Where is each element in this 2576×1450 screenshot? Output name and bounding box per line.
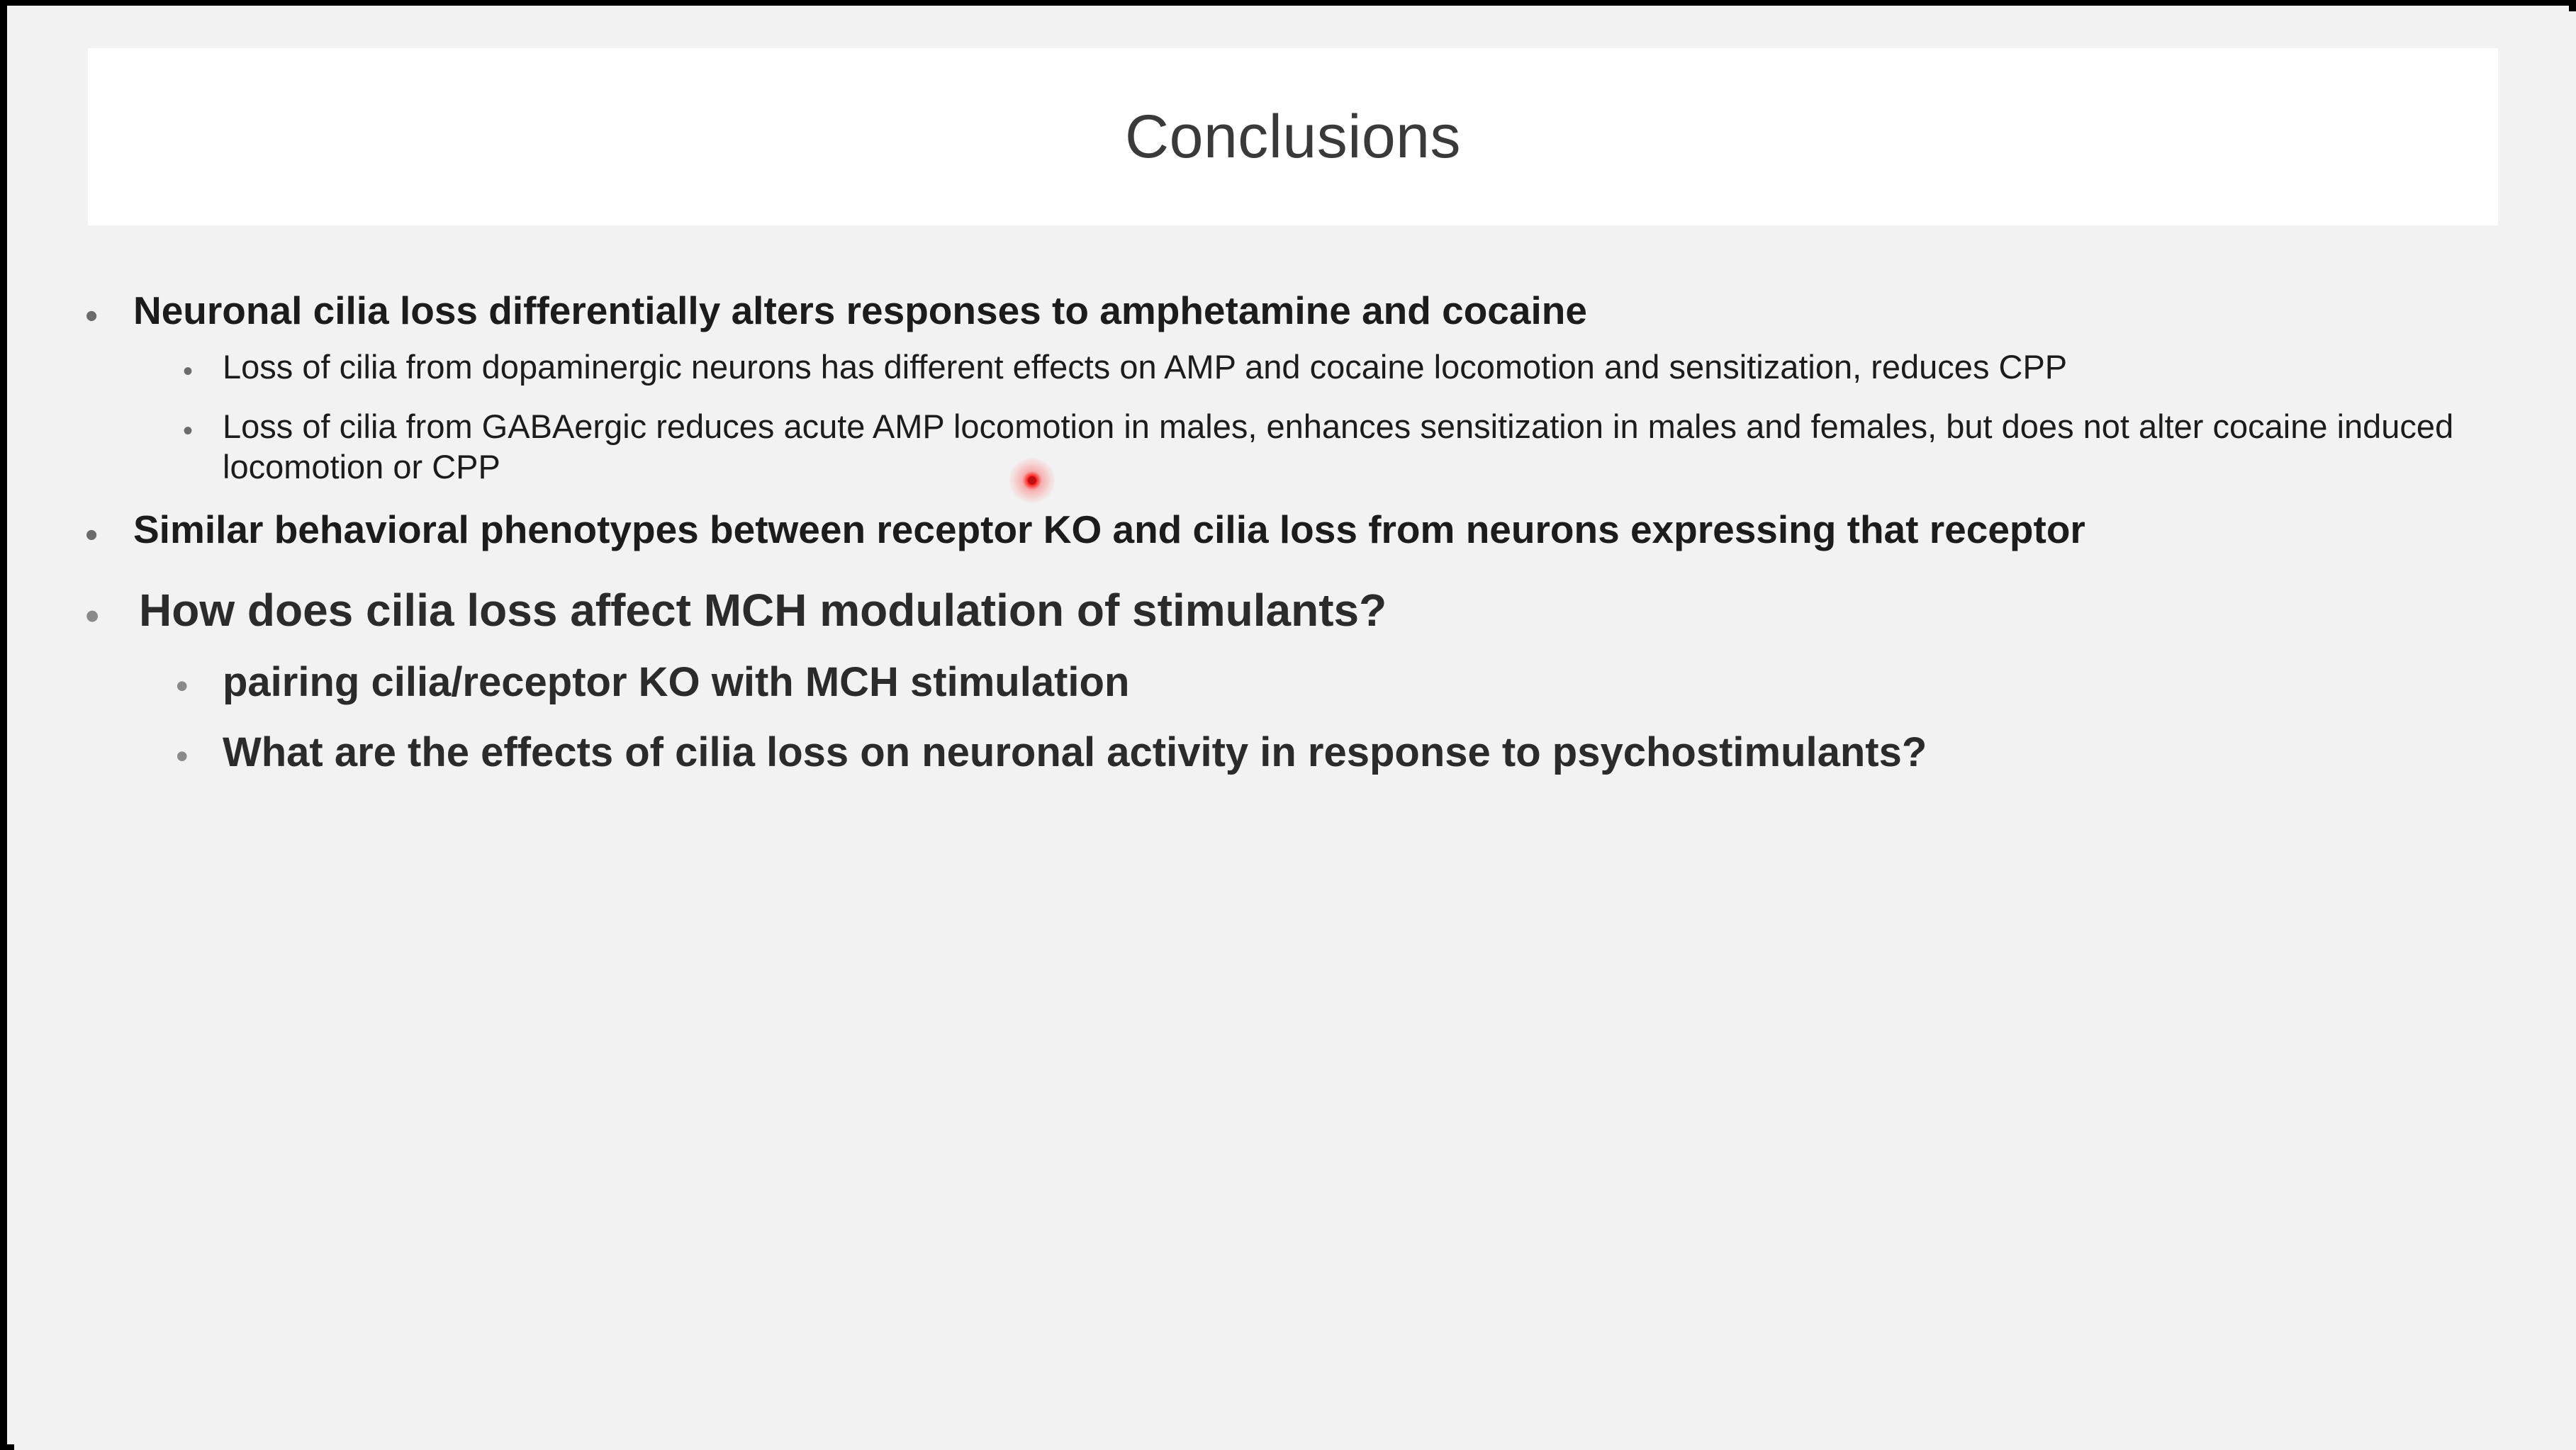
page-title: Conclusions bbox=[1125, 102, 1461, 171]
bullet-glyph-icon: • bbox=[85, 593, 100, 640]
bullet-text-1: Neuronal cilia loss differentially alters responses to amphetamine and cocaine bbox=[133, 288, 1587, 332]
bullet-glyph-icon: • bbox=[176, 736, 189, 776]
bullet-text-6: pairing cilia/receptor KO with MCH stimulation bbox=[223, 659, 1130, 706]
bullet-item-5 bbox=[85, 585, 2559, 640]
slide-canvas bbox=[14, 11, 2576, 1450]
bullet-item-4 bbox=[85, 507, 2559, 556]
bullet-item-3 bbox=[183, 407, 2559, 487]
bullet-glyph-icon: • bbox=[183, 415, 194, 447]
bullet-text-4: Similar behavioral phenotypes between receptor KO and cilia loss from neurons expressing that receptor bbox=[133, 507, 2085, 552]
bullet-text-3: Loss of cilia from GABAergic reduces acute AMP locomotion in males, enhances sensitization in males and females, but does not alter cocaine induced locomotion or CPP bbox=[223, 408, 2454, 485]
bullet-text-2: Loss of cilia from dopaminergic neurons has different effects on AMP and cocaine locomotion and sensitization, reduces CPP bbox=[223, 348, 2068, 386]
bullet-item-6 bbox=[176, 658, 2559, 707]
bullet-text-7: What are the effects of cilia loss on neuronal activity in response to psychostimulants? bbox=[223, 729, 1927, 775]
bullet-item-1 bbox=[85, 288, 2559, 335]
bullet-glyph-icon: • bbox=[85, 515, 99, 556]
slide-title-box bbox=[88, 48, 2498, 225]
bullet-glyph-icon: • bbox=[85, 296, 99, 337]
bullet-glyph-icon: • bbox=[176, 666, 189, 707]
bullet-glyph-icon: • bbox=[183, 356, 194, 387]
slide-body bbox=[85, 288, 2559, 784]
bullet-item-2 bbox=[183, 347, 2559, 387]
bullet-item-7 bbox=[176, 729, 2559, 777]
bullet-text-5: How does cilia loss affect MCH modulation of stimulants? bbox=[139, 585, 1387, 636]
